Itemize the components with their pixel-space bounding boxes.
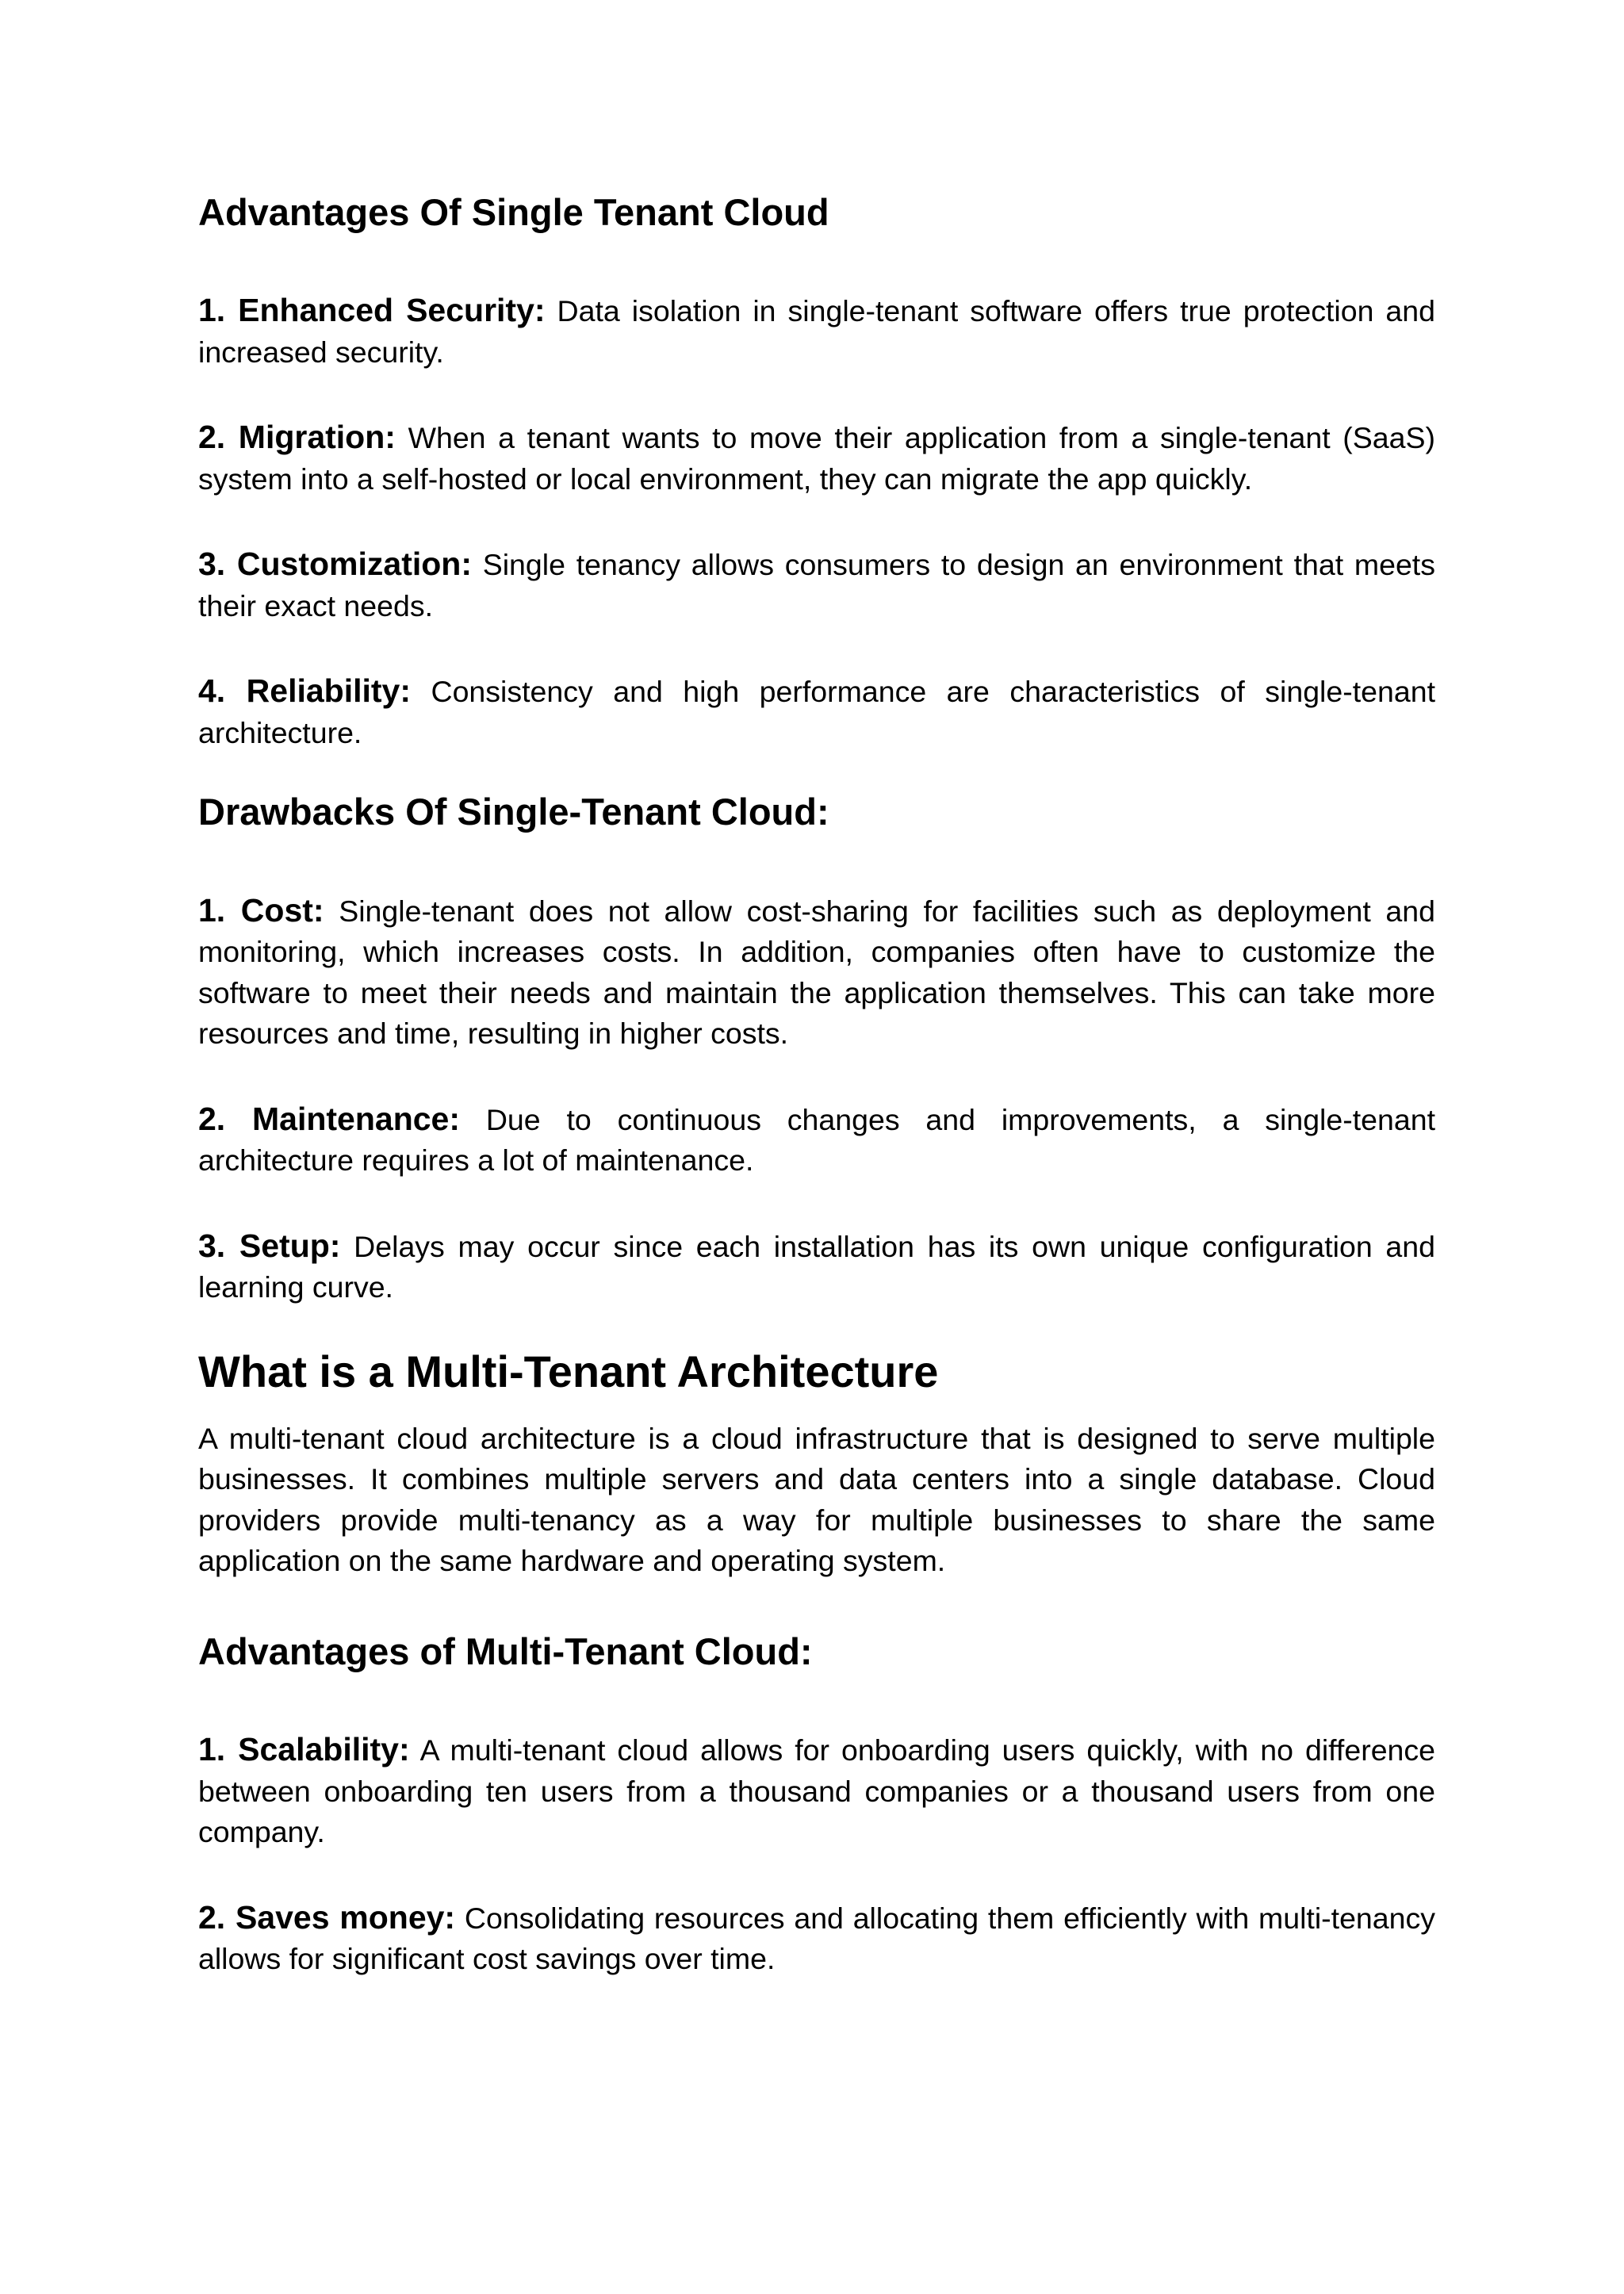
heading-advantages-single-tenant: Advantages Of Single Tenant Cloud: [198, 191, 829, 233]
item-label: 4. Reliability:: [198, 672, 411, 710]
item-label: 1. Cost:: [198, 891, 324, 929]
list-item: [198, 1099, 1435, 1181]
item-text: Single-tenant does not allow cost-sharing for facilities such as deployment and monitoring, which increases costs. In addition, companies often have to customize the software to meet their needs and maintain the application themselves. This can take more resources and time, resulting in higher costs.: [198, 894, 1435, 1051]
list-item: [198, 890, 1435, 1055]
item-text: Consistency and high performance are characteristics of single-tenant architecture.: [198, 675, 1435, 749]
item-text: Data isolation in single-tenant software offers true protection and increased security.: [198, 294, 1436, 369]
list-item: [198, 417, 1435, 500]
item-text: A multi-tenant cloud allows for onboarding users quickly, with no difference between onboarding ten users from a thousand companies or a thousand users from one company.: [198, 1733, 1436, 1849]
item-text: Due to continuous changes and improvements, a single-tenant architecture requires a lot of maintenance.: [198, 1102, 1435, 1178]
document-page: [198, 190, 1435, 1980]
list-item: [198, 1898, 1435, 1980]
item-label: 2. Saves money:: [198, 1898, 456, 1936]
item-label: 3. Setup:: [198, 1227, 341, 1264]
item-label: 2. Migration:: [198, 419, 396, 456]
item-label: 1. Scalability:: [198, 1731, 410, 1768]
list-item: [198, 671, 1435, 753]
list-item: [198, 1226, 1435, 1308]
heading-drawbacks-single-tenant: Drawbacks Of Single-Tenant Cloud:: [198, 791, 829, 833]
multi-tenant-description: A multi-tenant cloud architecture is a cloud infrastructure that is designed to serve multiple businesses. It combines multiple servers and data centers into a single database. Cloud providers provide multi-tenancy as a way for multiple businesses to share the same application on the same hardware and operating system.: [198, 1421, 1435, 1578]
item-text: When a tenant wants to move their application from a single-tenant (SaaS) system into a self-hosted or local environment, they can migrate the app quickly.: [198, 421, 1436, 496]
heading-advantages-multi-tenant: Advantages of Multi-Tenant Cloud:: [198, 1630, 813, 1672]
item-label: 2. Maintenance:: [198, 1100, 460, 1137]
list-item: [198, 544, 1435, 626]
item-text: Delays may occur since each installation has its own unique configuration and learning curve.: [198, 1229, 1435, 1304]
item-label: 1. Enhanced Security:: [198, 292, 546, 329]
item-label: 3. Customization:: [198, 546, 472, 583]
item-text: Consolidating resources and allocating them efficiently with multi-tenancy allows for significant cost savings over time.: [198, 1901, 1435, 1976]
item-text: Single tenancy allows consumers to design an environment that meets their exact needs.: [198, 548, 1435, 622]
heading-multi-tenant-architecture: What is a Multi-Tenant Architecture: [198, 1346, 939, 1396]
list-item: [198, 1729, 1435, 1853]
list-item: [198, 290, 1435, 373]
